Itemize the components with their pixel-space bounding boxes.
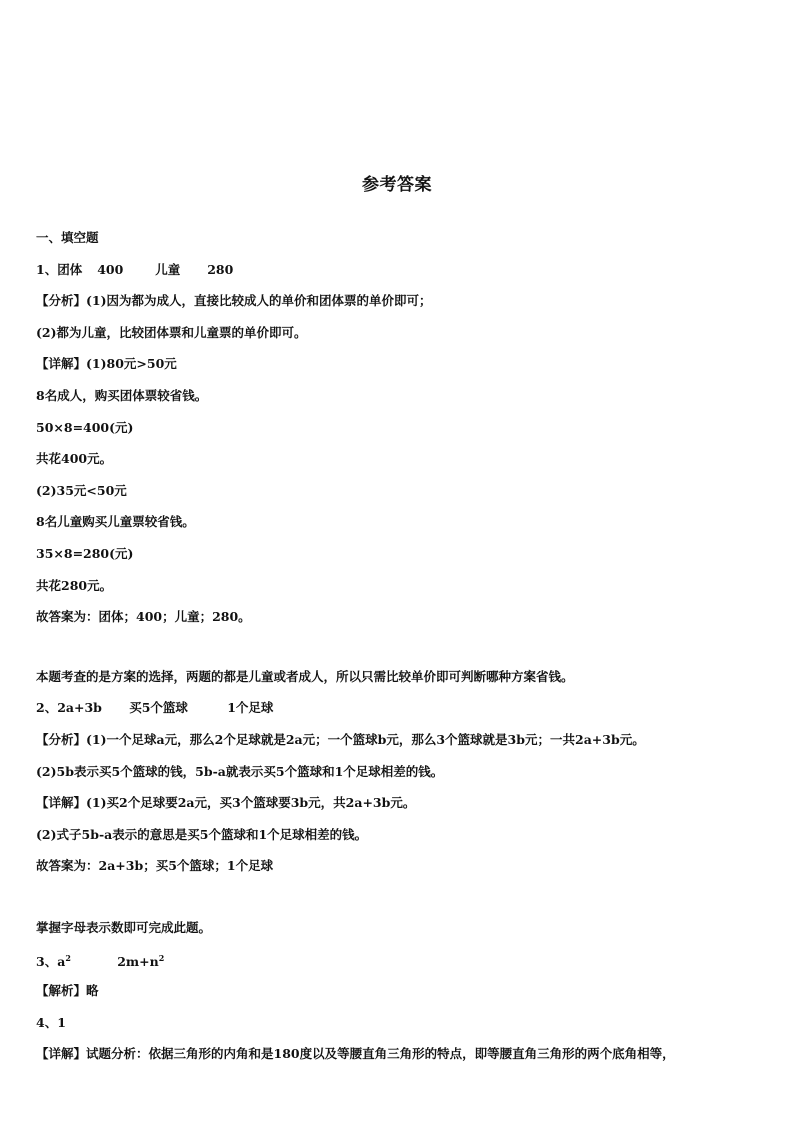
q1-detail-2: 8名成人，购买团体票较省钱。 xyxy=(36,387,208,403)
q4-answer-line xyxy=(36,1007,766,1039)
q3-answer-2-exponent: 2 xyxy=(158,953,165,964)
q1-detail-6: 8名儿童购买儿童票较省钱。 xyxy=(36,514,195,530)
q2-detail-1: 【详解】(1)买2个足球要2a元，买3个篮球要3b元，共2a+3b元。 xyxy=(36,795,416,811)
q1-analysis-2: (2)都为儿童，比较团体票和儿童票的单价即可。 xyxy=(36,324,307,340)
q1-final-answer: 故答案为：团体；400；儿童；280。 xyxy=(36,609,251,625)
q1-answer-line xyxy=(36,254,766,286)
q2-answer-2: 买5个篮球 xyxy=(129,700,188,716)
q4-answer-1: 1 xyxy=(57,1014,66,1030)
q1-detail-8: 共花280元。 xyxy=(36,577,113,593)
q1-answer-3: 儿童 xyxy=(155,261,181,277)
q2-summary: 掌握字母表示数即可完成此题。 xyxy=(36,919,212,935)
q3-answer-2 xyxy=(117,954,164,969)
q1-number: 1、 xyxy=(36,261,58,277)
q1-answer-1: 团体 xyxy=(57,261,83,277)
q1-detail-3: 50×8=400(元) xyxy=(36,419,134,435)
q3-explanation: 【解析】略 xyxy=(36,983,99,999)
answer-content xyxy=(36,222,766,1070)
q1-analysis-1: 【分析】(1)因为都为成人，直接比较成人的单价和团体票的单价即可； xyxy=(36,293,432,309)
q1-detail-7: 35×8=280(元) xyxy=(36,545,134,561)
q1-detail-4: 共花400元。 xyxy=(36,451,113,467)
q1-answer-4: 280 xyxy=(207,261,234,277)
q4-detail-1: 【详解】试题分析：依据三角形的内角和是180度以及等腰直角三角形的特点，即等腰直角三角形的两个底角相等， xyxy=(36,1046,675,1062)
q1-detail-1: 【详解】(1)80元>50元 xyxy=(36,356,177,372)
q2-detail-2: (2)式子5b-a表示的意思是买5个篮球和1个足球相差的钱。 xyxy=(36,826,368,842)
q1-summary: 本题考查的是方案的选择，两题的都是儿童或者成人，所以只需比较单价即可判断哪种方案省钱。 xyxy=(36,668,574,684)
q2-final-answer: 故答案为：2a+3b；买5个篮球；1个足球 xyxy=(36,858,274,874)
q2-number: 2、 xyxy=(36,700,58,716)
q3-number: 3、 xyxy=(36,954,58,970)
q3-answer-1-exponent: 2 xyxy=(65,953,71,964)
q4-number: 4、 xyxy=(36,1014,58,1030)
q3-answer-1-base: a xyxy=(57,954,66,970)
q3-answer-1 xyxy=(57,943,117,975)
page-title: 参考答案 xyxy=(362,175,432,195)
q2-answer-3: 1个足球 xyxy=(227,700,274,716)
q3-answer-2-base: 2m+n xyxy=(117,954,159,970)
q1-answer-2: 400 xyxy=(97,261,124,277)
q2-analysis-2: (2)5b表示买5个篮球的钱，5b-a就表示买5个篮球和1个足球相差的钱。 xyxy=(36,763,444,779)
q2-analysis-1: 【分析】(1)一个足球a元，那么2个足球就是2a元；一个篮球b元，那么3个篮球就是3b元；一共2a+3b元。 xyxy=(36,731,645,747)
q3-answer-line xyxy=(36,943,766,975)
q2-answer-line xyxy=(36,692,766,724)
q1-detail-5: (2)35元<50元 xyxy=(36,482,127,498)
q2-answer-1: 2a+3b xyxy=(57,700,102,716)
section-heading: 一、填空题 xyxy=(36,230,99,245)
